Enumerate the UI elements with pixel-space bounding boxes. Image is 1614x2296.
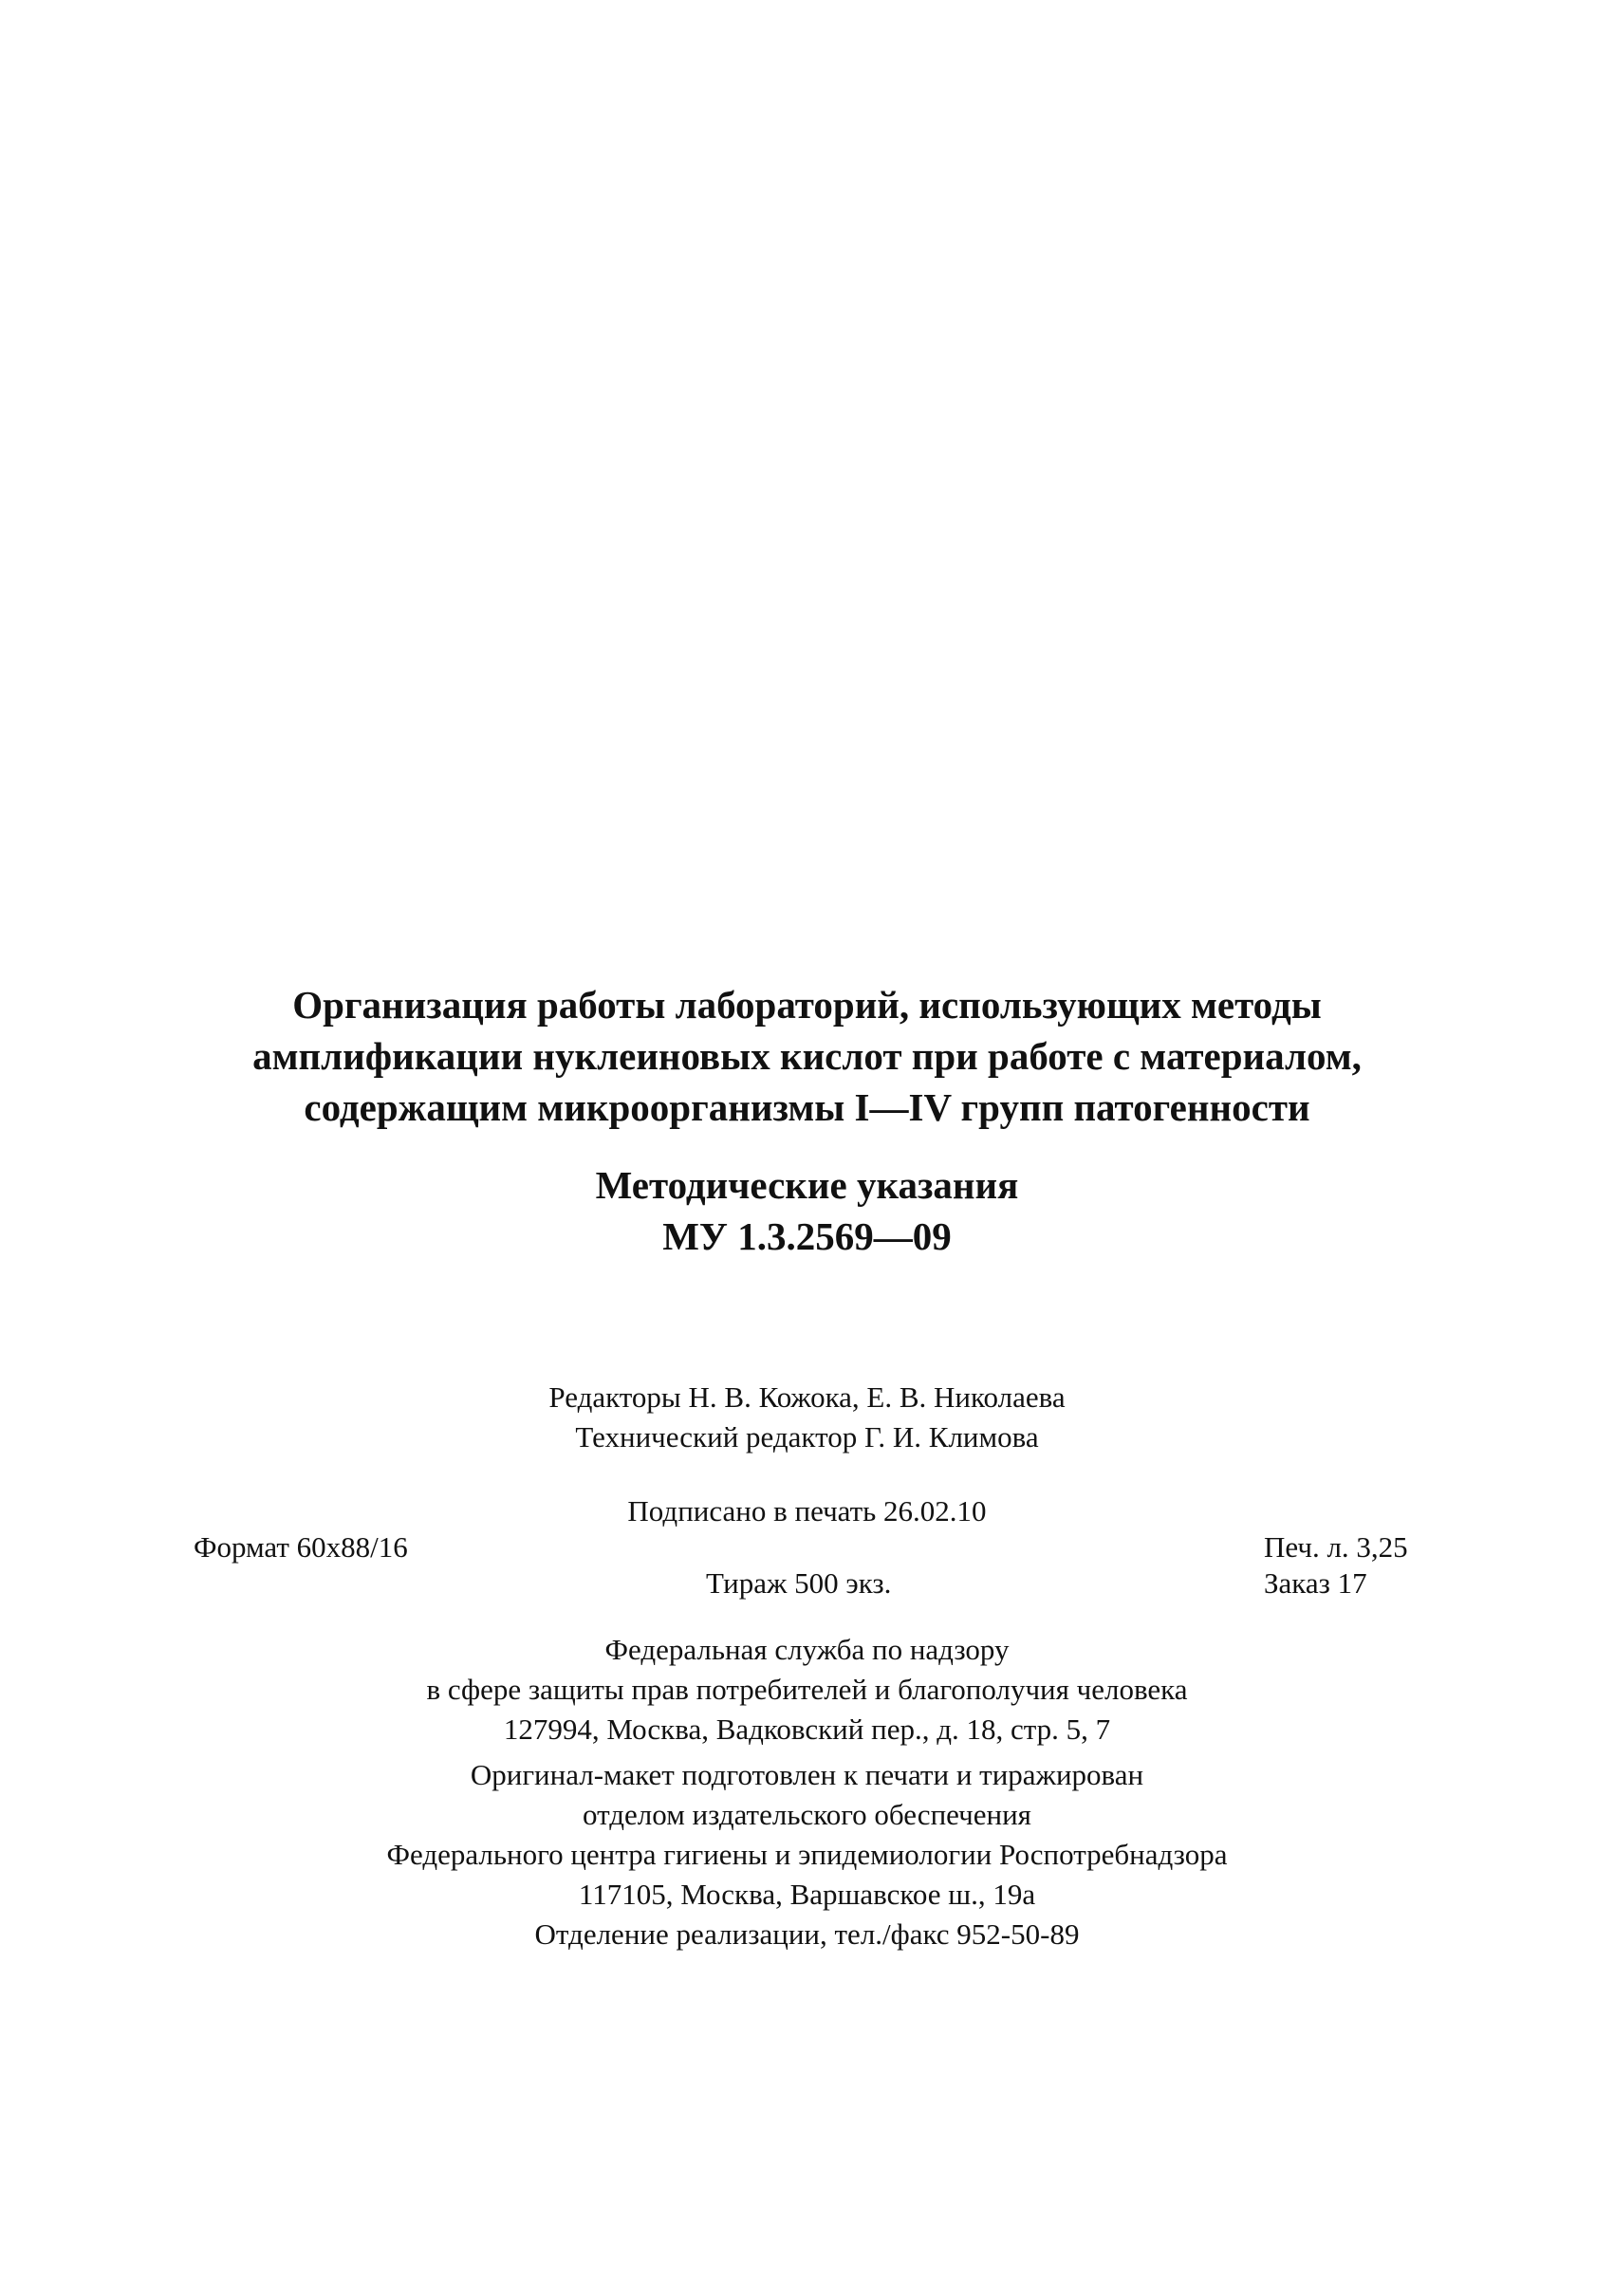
sales-contact: Отделение реализации, тел./факс 952-50-89	[534, 1917, 1080, 1951]
technical-editor-line: Технический редактор Г. И. Климова	[575, 1420, 1039, 1454]
editors-block	[0, 1378, 1614, 1457]
agency-address: 127994, Москва, Вадковский пер., д. 18, стр. 5, 7	[503, 1713, 1111, 1746]
document-subtitle	[0, 1159, 1614, 1262]
title-line: содержащим микроорганизмы I—IV групп патогенности	[304, 1085, 1310, 1129]
agency-line: в сфере защиты прав потребителей и благополучия человека	[426, 1673, 1188, 1706]
layout-line: Федерального центра гигиены и эпидемиологии Роспотребнадзора	[386, 1838, 1228, 1871]
layout-address: 117105, Москва, Варшавское ш., 19а	[578, 1878, 1036, 1911]
print-format: Формат 60x88/16	[194, 1530, 408, 1564]
agency-block	[0, 1630, 1614, 1750]
title-line: амплификации нуклеиновых кислот при работе с материалом,	[252, 1034, 1362, 1078]
circulation: Тираж 500 экз.	[706, 1566, 892, 1600]
layout-credits-block	[0, 1755, 1614, 1954]
document-type: Методические указания	[595, 1163, 1019, 1207]
title-line: Организация работы лабораторий, использующих методы	[292, 983, 1322, 1027]
editors-line: Редакторы Н. В. Кожока, Е. В. Николаева	[548, 1380, 1066, 1414]
layout-line: Оригинал-макет подготовлен к печати и тиражирован	[470, 1758, 1144, 1791]
document-code: МУ 1.3.2569—09	[662, 1214, 952, 1258]
order-number: Заказ 17	[1264, 1566, 1367, 1600]
agency-line: Федеральная служба по надзору	[604, 1633, 1010, 1666]
layout-line: отделом издательского обеспечения	[583, 1798, 1031, 1831]
print-sheets: Печ. л. 3,25	[1264, 1530, 1408, 1564]
document-title	[0, 979, 1614, 1133]
signed-for-print: Подписано в печать 26.02.10	[627, 1494, 987, 1528]
